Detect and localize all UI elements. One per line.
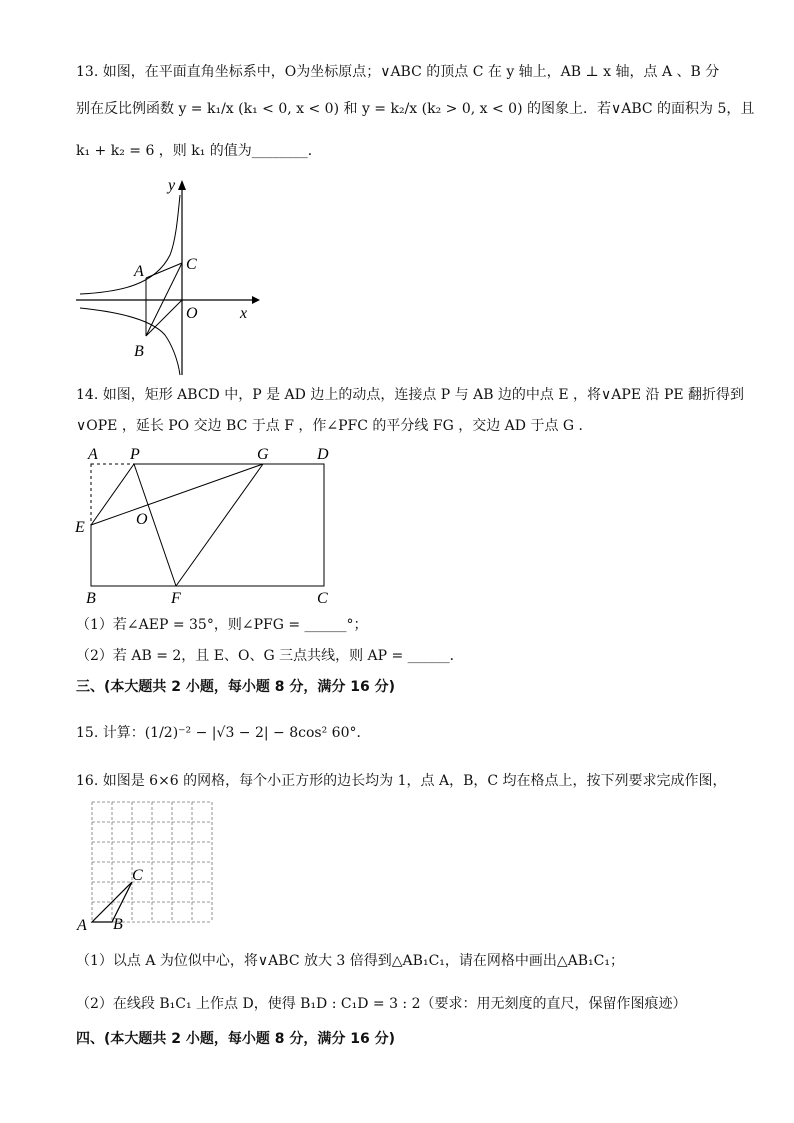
q13-line-1: 13. 如图，在平面直角坐标系中，O为坐标原点；∨ABC 的顶点 C 在 y 轴上，AB ⊥ x 轴，点 A 、B 分 bbox=[76, 64, 720, 80]
q14-sub-2: （2）若 AB = 2，且 E、O、G 三点共线，则 AP = ______． bbox=[76, 648, 464, 664]
q14-label-F: F bbox=[171, 590, 181, 607]
q16-label-B: B bbox=[113, 916, 123, 933]
q14-figure bbox=[70, 440, 350, 610]
q16-grid-figure bbox=[74, 798, 224, 934]
q13-label-B: B bbox=[134, 343, 144, 360]
q15-text: 15. 计算：(1/2)⁻² − |√3 − 2| − 8cos² 60°． bbox=[76, 725, 371, 741]
q16-sub-2: （2）在线段 B₁C₁ 上作点 D，使得 B₁D : C₁D = 3 : 2（要求：用无刻度的直尺，保留作图痕迹） bbox=[76, 996, 687, 1012]
q16-sub-1: （1）以点 A 为位似中心，将∨ABC 放大 3 倍得到△AB₁C₁，请在网格中画出△AB₁C₁； bbox=[76, 953, 624, 969]
q16-label-A: A bbox=[77, 917, 87, 934]
q13-line-2: 别在反比例函数 y = k₁/x (k₁ < 0, x < 0) 和 y = k₂/x (k₂ > 0, x < 0) 的图象上．若∨ABC 的面积为 5，且 bbox=[76, 101, 755, 117]
q13-line-3: k₁ + k₂ = 6 ，则 k₁ 的值为________． bbox=[76, 143, 322, 159]
q14-label-C: C bbox=[317, 590, 328, 607]
q13-label-C: C bbox=[186, 256, 197, 273]
q14-label-B: B bbox=[86, 590, 96, 607]
q14-label-P: P bbox=[130, 446, 140, 463]
section-4-heading: 四、(本大题共 2 小题，每小题 8 分，满分 16 分) bbox=[76, 1031, 396, 1047]
section-3-heading: 三、(本大题共 2 小题，每小题 8 分，满分 16 分) bbox=[76, 679, 396, 695]
q14-label-D: D bbox=[317, 446, 329, 463]
q16-line-1: 16. 如图是 6×6 的网格，每个小正方形的边长均为 1，点 A，B，C 均在格点上，按下列要求完成作图， bbox=[76, 773, 727, 789]
q13-label-x: x bbox=[240, 305, 248, 322]
q14-label-A: A bbox=[88, 446, 98, 463]
q13-label-y: y bbox=[168, 177, 176, 194]
q13-label-O: O bbox=[186, 305, 198, 322]
q13-figure bbox=[70, 170, 270, 380]
q14-label-O: O bbox=[136, 511, 148, 528]
q14-label-G: G bbox=[257, 446, 269, 463]
q16-label-C: C bbox=[132, 867, 143, 884]
q14-sub-1: （1）若∠AEP = 35°，则∠PFG = ______°； bbox=[76, 617, 368, 633]
q14-line-2: ∨OPE ，延长 PO 交边 BC 于点 F ，作∠PFC 的平分线 FG ，交边 AD 于点 G ． bbox=[76, 418, 593, 434]
q14-line-1: 14. 如图，矩形 ABCD 中，P 是 AD 边上的动点，连接点 P 与 AB 边的中点 E ，将∨APE 沿 PE 翻折得到 bbox=[76, 387, 745, 403]
q13-label-A: A bbox=[134, 263, 144, 280]
q14-label-E: E bbox=[75, 519, 85, 536]
